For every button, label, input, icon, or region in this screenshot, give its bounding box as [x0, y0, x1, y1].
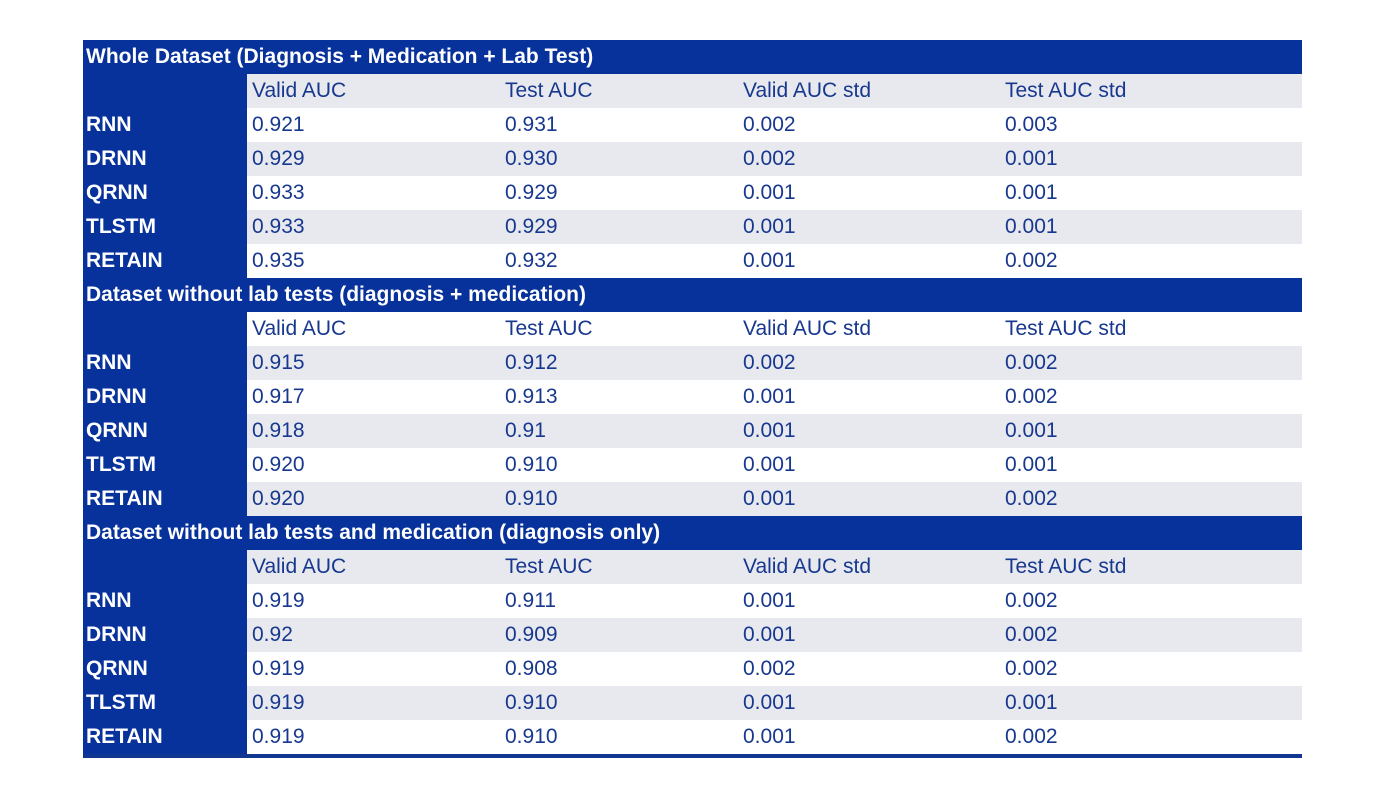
row-label-stub [83, 312, 247, 346]
table-row [83, 380, 1302, 414]
cell-valid-auc-std: 0.001 [743, 623, 796, 646]
cell-valid-auc: 0.918 [252, 419, 305, 442]
model-label: DRNN [83, 142, 247, 176]
cell-test-auc: 0.929 [505, 215, 558, 238]
cell-valid-auc: 0.935 [252, 249, 305, 272]
cell-valid-auc-std: 0.001 [743, 385, 796, 408]
column-header: Test AUC [505, 555, 593, 578]
column-header-row [83, 74, 1302, 108]
table-row [83, 448, 1302, 482]
cell-valid-auc-std: 0.001 [743, 419, 796, 442]
cell-test-auc: 0.912 [505, 351, 558, 374]
table-row [83, 108, 1302, 142]
cell-test-auc-std: 0.002 [1005, 249, 1058, 272]
model-label: DRNN [83, 380, 247, 414]
table-bottom-border [83, 754, 1302, 758]
model-label: RETAIN [83, 244, 247, 278]
cell-valid-auc: 0.919 [252, 725, 305, 748]
table-row [83, 142, 1302, 176]
cell-valid-auc-std: 0.001 [743, 691, 796, 714]
column-header: Valid AUC std [743, 555, 871, 578]
model-label: RETAIN [83, 720, 247, 754]
model-label: RNN [83, 108, 247, 142]
cell-test-auc: 0.91 [505, 419, 546, 442]
cell-valid-auc: 0.933 [252, 215, 305, 238]
table-row [83, 210, 1302, 244]
column-header-row [83, 312, 1302, 346]
section-title-row [83, 516, 1302, 550]
cell-test-auc: 0.911 [505, 589, 556, 612]
model-label: TLSTM [83, 686, 247, 720]
cell-valid-auc: 0.920 [252, 487, 305, 510]
cell-test-auc: 0.910 [505, 487, 558, 510]
model-label: RNN [83, 584, 247, 618]
cell-valid-auc-std: 0.001 [743, 215, 796, 238]
cell-test-auc: 0.908 [505, 657, 558, 680]
model-label: RNN [83, 346, 247, 380]
table-row [83, 720, 1302, 754]
cell-test-auc-std: 0.002 [1005, 623, 1058, 646]
section-title-row [83, 40, 1302, 74]
cell-valid-auc: 0.929 [252, 147, 305, 170]
model-label: QRNN [83, 176, 247, 210]
section-title-row [83, 278, 1302, 312]
cell-test-auc: 0.910 [505, 453, 558, 476]
cell-valid-auc-std: 0.001 [743, 589, 796, 612]
cell-test-auc-std: 0.002 [1005, 657, 1058, 680]
model-label: RETAIN [83, 482, 247, 516]
cell-test-auc-std: 0.002 [1005, 725, 1058, 748]
table-row [83, 584, 1302, 618]
cell-test-auc: 0.910 [505, 691, 558, 714]
column-header: Test AUC std [1005, 79, 1127, 102]
results-table [83, 40, 1302, 758]
model-label: QRNN [83, 652, 247, 686]
cell-valid-auc: 0.92 [252, 623, 293, 646]
cell-test-auc-std: 0.002 [1005, 385, 1058, 408]
column-header-row [83, 550, 1302, 584]
table-row [83, 686, 1302, 720]
column-header: Valid AUC [252, 555, 347, 578]
cell-test-auc-std: 0.002 [1005, 351, 1058, 374]
cell-valid-auc-std: 0.001 [743, 181, 796, 204]
cell-test-auc: 0.932 [505, 249, 558, 272]
table-row [83, 244, 1302, 278]
column-header: Test AUC [505, 317, 593, 340]
model-label: DRNN [83, 618, 247, 652]
cell-test-auc-std: 0.002 [1005, 487, 1058, 510]
cell-valid-auc-std: 0.002 [743, 147, 796, 170]
cell-test-auc: 0.931 [505, 113, 558, 136]
cell-test-auc-std: 0.001 [1005, 147, 1058, 170]
cell-valid-auc: 0.919 [252, 691, 305, 714]
cell-valid-auc-std: 0.002 [743, 113, 796, 136]
cell-valid-auc: 0.917 [252, 385, 305, 408]
column-header: Valid AUC std [743, 79, 871, 102]
table-row [83, 414, 1302, 448]
table-row [83, 176, 1302, 210]
cell-test-auc-std: 0.001 [1005, 181, 1058, 204]
column-header: Test AUC std [1005, 317, 1127, 340]
cell-test-auc-std: 0.001 [1005, 419, 1058, 442]
section-title: Dataset without lab tests and medication (diagnosis only) [86, 521, 661, 544]
table-row [83, 482, 1302, 516]
cell-valid-auc-std: 0.001 [743, 249, 796, 272]
cell-valid-auc: 0.919 [252, 657, 305, 680]
cell-test-auc: 0.929 [505, 181, 558, 204]
cell-test-auc: 0.930 [505, 147, 558, 170]
cell-test-auc-std: 0.002 [1005, 589, 1058, 612]
cell-valid-auc-std: 0.001 [743, 453, 796, 476]
cell-valid-auc-std: 0.002 [743, 351, 796, 374]
row-label-stub [83, 550, 247, 584]
cell-test-auc: 0.909 [505, 623, 558, 646]
model-label: TLSTM [83, 448, 247, 482]
column-header: Valid AUC [252, 317, 347, 340]
column-header: Valid AUC [252, 79, 347, 102]
section-title: Whole Dataset (Diagnosis + Medication + Lab Test) [86, 45, 594, 68]
cell-valid-auc: 0.919 [252, 589, 305, 612]
section-title: Dataset without lab tests (diagnosis + medication) [86, 283, 587, 306]
row-label-stub [83, 74, 247, 108]
cell-test-auc-std: 0.003 [1005, 113, 1058, 136]
cell-valid-auc-std: 0.001 [743, 487, 796, 510]
cell-test-auc-std: 0.001 [1005, 215, 1058, 238]
cell-valid-auc: 0.933 [252, 181, 305, 204]
table-row [83, 346, 1302, 380]
table-row [83, 652, 1302, 686]
cell-valid-auc: 0.920 [252, 453, 305, 476]
cell-test-auc: 0.913 [505, 385, 558, 408]
model-label: TLSTM [83, 210, 247, 244]
column-header: Test AUC std [1005, 555, 1127, 578]
model-label: QRNN [83, 414, 247, 448]
column-header: Test AUC [505, 79, 593, 102]
cell-test-auc-std: 0.001 [1005, 691, 1058, 714]
cell-test-auc: 0.910 [505, 725, 558, 748]
cell-valid-auc: 0.915 [252, 351, 305, 374]
cell-valid-auc: 0.921 [252, 113, 305, 136]
cell-valid-auc-std: 0.001 [743, 725, 796, 748]
table-row [83, 618, 1302, 652]
cell-test-auc-std: 0.001 [1005, 453, 1058, 476]
column-header: Valid AUC std [743, 317, 871, 340]
cell-valid-auc-std: 0.002 [743, 657, 796, 680]
